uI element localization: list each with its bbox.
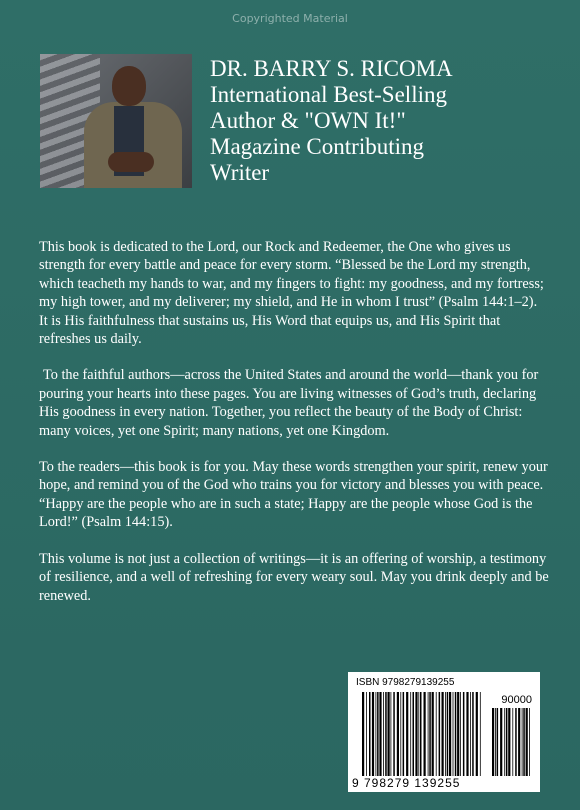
barcode-bar xyxy=(436,692,437,776)
author-bio-heading xyxy=(210,56,550,186)
photo-head xyxy=(112,66,146,106)
author-title-line-3: Magazine Contributing xyxy=(210,134,424,159)
barcode-bar xyxy=(376,692,377,776)
barcode-bar xyxy=(522,708,523,776)
author-photo xyxy=(40,54,192,188)
barcode-bar xyxy=(428,692,429,776)
dedication-text xyxy=(39,238,549,623)
photo-hands xyxy=(108,152,154,172)
authors-paragraph: To the faithful authors—across the United States and around the world—thank you for pouring your hearts into these pages. You are living witnesses of God’s truth, declaring His goodness in every nation. Together, you reflect the beauty of the Body of Christ: many voices, yet one Spirit; many nations, yet one Kingdom. xyxy=(39,367,539,439)
dedication-paragraph: This book is dedicated to the Lord, our Rock and Redeemer, the One who gives us strength for every battle and peace for every storm. “Blessed be the Lord my strength, which teacheth my hands to war, and my fingers to fight: my goodness, and my fortress; my high tower, and my deliverer; my shield, and He in whom I trust” (Psalm 144:1–2). It is His faithfulness that sustains us, His Word that equips us, and His Spirit that refreshes us daily. xyxy=(39,239,544,348)
barcode-bar xyxy=(388,692,390,776)
barcode-bar xyxy=(512,708,513,776)
barcode-bar xyxy=(400,692,401,776)
author-title-line-2: Author & "OWN It!" xyxy=(210,108,406,133)
copyright-watermark: Copyrighted Material xyxy=(232,12,348,25)
barcode-bar xyxy=(447,692,449,776)
barcode-bar xyxy=(383,692,384,776)
barcode-bar xyxy=(403,692,405,776)
barcode-bar xyxy=(508,708,510,776)
barcode-bar xyxy=(445,692,446,776)
barcode-bar xyxy=(372,692,374,776)
readers-paragraph: To the readers—this book is for you. May these words strengthen your spirit, renew your hope, and remind you of the God who trains you for victory and blesses you with peace. “Happy are the people who are in such a state; Happy are the people whose God is the Lord!” (Psalm 144:15). xyxy=(39,459,548,531)
barcode-bar xyxy=(413,692,415,776)
barcode-bar xyxy=(506,708,508,776)
barcode-bar xyxy=(429,692,431,776)
barcode-bar xyxy=(515,708,517,776)
barcode-bar xyxy=(418,692,419,776)
barcode-bar xyxy=(500,708,502,776)
barcode-bar xyxy=(362,692,364,776)
barcode-bar xyxy=(457,692,459,776)
barcode-bar xyxy=(495,708,496,776)
volume-paragraph: This volume is not just a collection of writings—it is an offering of worship, a testimony of resilience, and a well of refreshing for every weary soul. May you drink deeply and be renewed. xyxy=(39,550,549,604)
price-code: 90000 xyxy=(501,694,532,706)
barcode-bar xyxy=(463,692,465,776)
barcode-bar xyxy=(526,708,528,776)
author-title-line-1: International Best-Selling xyxy=(210,82,447,107)
barcode-bar xyxy=(366,692,367,776)
barcode-bars xyxy=(362,692,482,776)
price-barcode-bars xyxy=(492,708,532,776)
barcode-bar xyxy=(420,692,422,776)
isbn-barcode xyxy=(348,672,540,792)
barcode-bar xyxy=(369,692,371,776)
barcode-bar xyxy=(379,692,381,776)
barcode-digits: 9 798279 139255 xyxy=(352,776,461,790)
barcode-bar xyxy=(470,692,471,776)
barcode-bar xyxy=(497,708,499,776)
barcode-bar xyxy=(442,692,444,776)
author-name: DR. BARRY S. RICOMA xyxy=(210,56,453,81)
barcode-bar xyxy=(449,692,451,776)
barcode-bar xyxy=(415,692,417,776)
barcode-bar xyxy=(504,708,505,776)
barcode-bar xyxy=(393,692,395,776)
barcode-bar xyxy=(529,708,530,776)
barcode-bar xyxy=(391,692,392,776)
barcode-bar xyxy=(432,692,434,776)
barcode-bar xyxy=(518,708,520,776)
barcode-bar xyxy=(410,692,411,776)
barcode-bar xyxy=(397,692,399,776)
barcode-bar xyxy=(406,692,408,776)
barcode-bar xyxy=(385,692,387,776)
isbn-label: ISBN 9798279139255 xyxy=(356,677,455,688)
barcode-bar xyxy=(480,692,481,776)
author-title-line-4: Writer xyxy=(210,160,270,185)
barcode-bar xyxy=(424,692,426,776)
barcode-bar xyxy=(460,692,461,776)
barcode-bar xyxy=(472,692,474,776)
barcode-bar xyxy=(377,692,379,776)
barcode-bar xyxy=(492,708,494,776)
barcode-bar xyxy=(453,692,454,776)
barcode-bar xyxy=(523,708,525,776)
barcode-bar xyxy=(476,692,478,776)
barcode-bar xyxy=(455,692,457,776)
barcode-bar xyxy=(466,692,468,776)
barcode-bar xyxy=(439,692,441,776)
